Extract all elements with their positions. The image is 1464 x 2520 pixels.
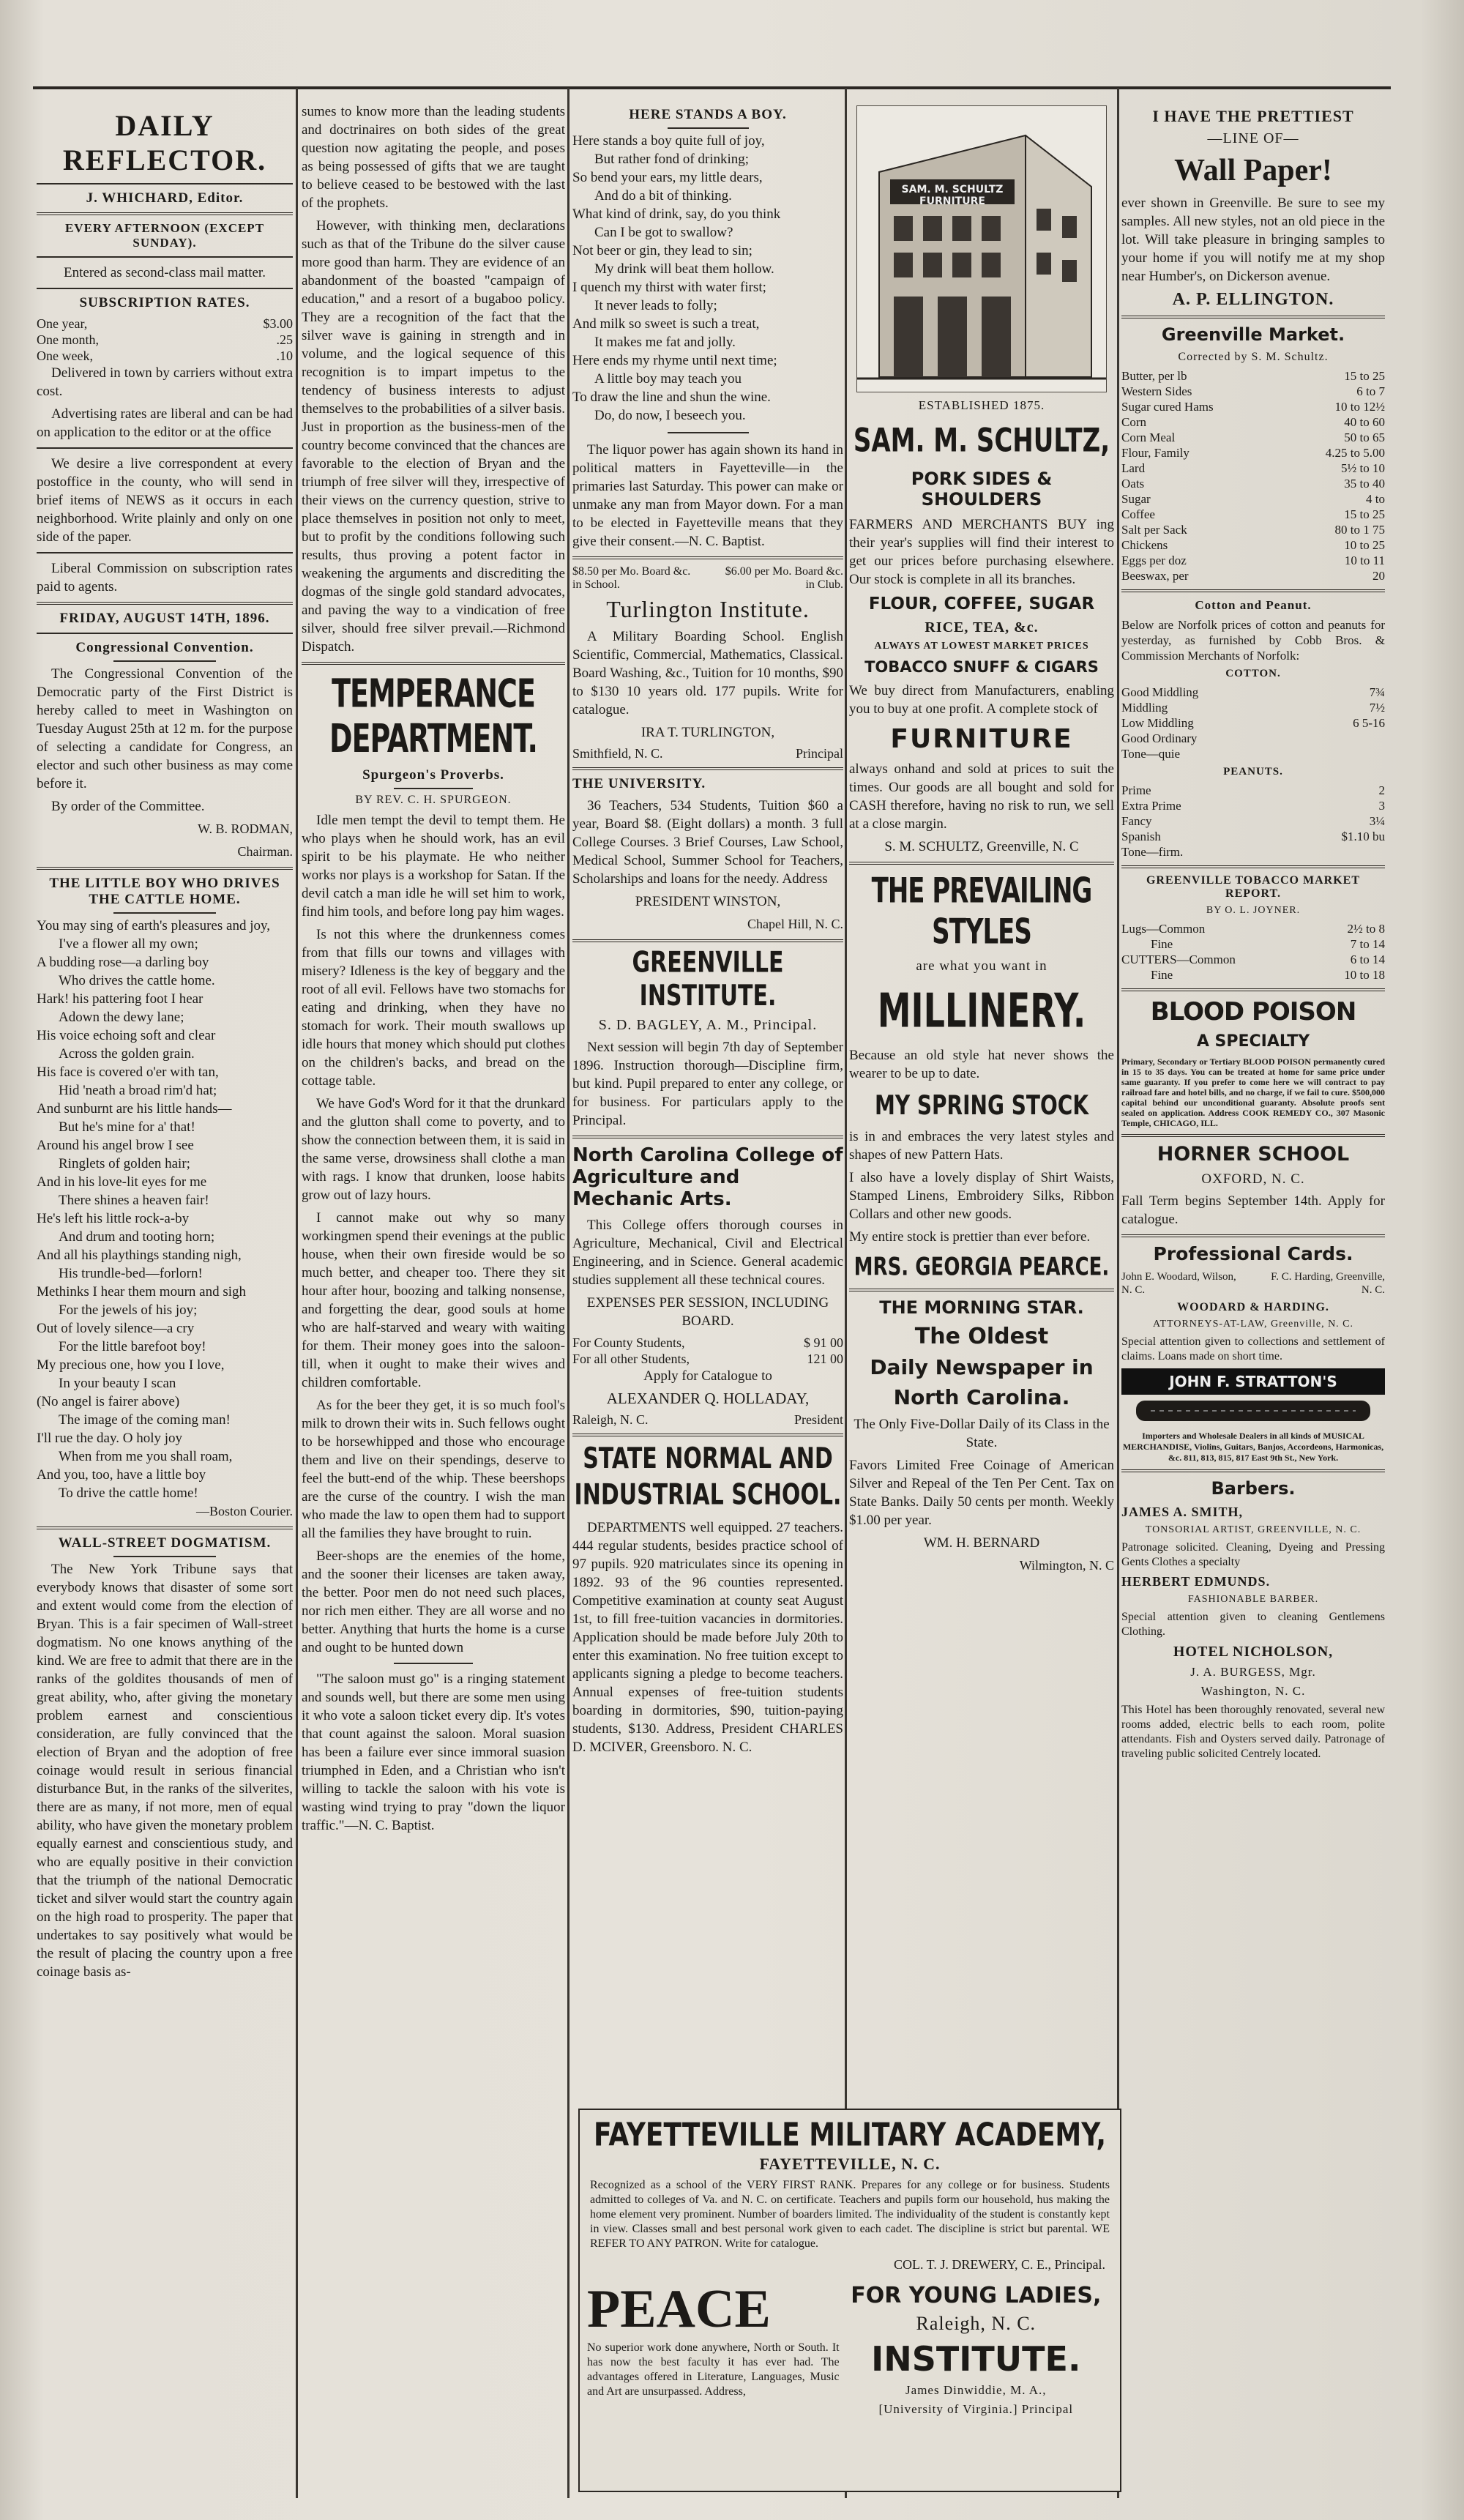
horner-place: OXFORD, N. C. [1201,1171,1305,1187]
temperance-paragraph: I cannot make out why so many workingmen spend their evenings at the public house, when their own fireside would be so much better, and cheaper too. There they sit hour after hour, boozing and talking nonsense, and forgetting the dear, good souls at home who are half-starved and weary with waiting for them. Their money goes into the saloon-till, when it ought to make their wives and children comfortable. [302,1210,565,1390]
millinery-heading: MILLINERY. [877,983,1086,1038]
store-sign: SAM. M. SCHULTZ FURNITURE [901,184,1004,207]
correspondent-note: We desire a live correspondent at every postoffice in the county, who will send in brief items of NEWS as it occurs in each neighborhood. Write plainly and only on one side of the paper. [37,456,293,545]
table-row: Tone—firm. [1121,845,1184,859]
mail-matter: Entered as second-class mail matter. [64,265,266,280]
temperance-paragraph: As for the beer they get, it is so much fool's milk to drown their wits in. Such fellows ought to be horsewhipped and those who encourage them and live on their spendings, deserve to feel the butt-end of the whip. These beershops are the curse of the country. I wish the man who made the law to open them had to support all the families they have brought to ruin. [302,1398,565,1541]
cotton-heading: COTTON. [1225,668,1281,679]
table-row: Chickens 10 to 25 [1121,538,1385,552]
peanuts-table [1121,783,1385,860]
poem-title: THE LITTLE BOY WHO DRIVES THE CATTLE HOME. [49,876,280,907]
academy-principal: COL. T. J. DREWERY, C. E., Principal. [893,2257,1105,2272]
furniture-text: always onhand and sold at prices to suit the times. Our goods are all bought and sold for CASH therefore, having no risk to run, we sell at a close margin. [849,761,1114,832]
cotton-peanut-title: Cotton and Peanut. [1195,598,1312,612]
temperance-paragraph: Idle men tempt the devil to tempt them. He who plays when he should work, has an evil spirit to be his playmate. He who neither works nor plays is a workshop for Satan. If the devil catch a man idle he will set him to work, find him tools, and before long pay him wages. [302,813,565,920]
woodard-harding-names: John E. Woodard, Wilson, N. C. F. C. Harding, Greenville, N. C. [1121,1271,1385,1296]
table-row: Lugs—Common 2½ to 8 [1121,922,1385,936]
turlington-title: Turlington Institute. [606,596,810,622]
masthead: DAILY REFLECTOR. [62,109,267,176]
farmers-text: FARMERS AND MERCHANTS BUY ing their year's supplies will find their interest to get our prices before purchasing elsewhere. Our stock is complete in all its branches. [849,517,1114,587]
rates-table [37,316,293,364]
wall-street-title: WALL-STREET DOGMATISM. [58,1535,272,1551]
column-1 [37,102,293,2491]
wallpaper-text: ever shown in Greenville. Be sure to see my samples. All new styles, not an old piece in the lot. Will take pleasure in bringing samples to your home if you will notify me at my shop near Humber's, on Dickerson avenue. [1121,195,1385,284]
nc-college-expenses: EXPENSES PER SESSION, INCLUDING BOARD. [586,1295,829,1329]
blood-poison-text: Primary, Secondary or Tertiary BLOOD POISON permanently cured in 15 to 35 days. You can be treated at home for same price under same guaranty. If you prefer to come here we will contract to pay railroad fare and hotel bills, and no charge, if we fail to cure. $500,000 capital behind our unconditional guaranty. Absolute proofs sent sealed on application. Address COOK REMEDY CO., 307 Masonic Temple, CHICAGO, ILL. [1121,1056,1385,1128]
state-normal-text: DEPARTMENTS well equipped. 27 teachers. 444 regular students, besides practice school of 97 pupils. 920 matriculates since its opening in 1892. 93 of the 96 counties represented. Competitive examination at county seat August 1st, to fill free-tuition vacancies in dormitories. Application should be made before July 20th to enter this examination. No free tuition except to applicants signing a pledge to become teachers. Annual expenses of free-tuition students boarding in dormitories, $90, tuition-paying students, $130. Address, President CHARLES D. MCIVER, Greensboro. N. C. [572,1520,843,1755]
cotton-peanut-text: Below are Norfolk prices of cotton and peanuts for yesterday, as furnished by Cobb Bros. & Commission Merchants of Norfolk: [1121,618,1385,663]
table-row: Fine 10 to 18 [1151,968,1385,982]
dinwiddie-role: [University of Virginia.] Principal [878,2402,1074,2416]
wilmington-place: Wilmington, N. C [1019,1558,1114,1573]
table-row: Low Middling 6 5-16 [1121,716,1385,730]
convention-signature: W. B. RODMAN, [198,821,293,836]
entire-text: My entire stock is prettier than ever before. [849,1229,1091,1245]
advertising-note: Advertising rates are liberal and can be had on application to the editor or at the office [37,406,293,440]
commission-note: Liberal Commission on subscription rates paid to agents. [37,561,293,594]
column-5 [1121,102,1385,2491]
always-line: ALWAYS AT LOWEST MARKET PRICES [874,641,1089,652]
rice-line: RICE, TEA, &c. [925,619,1039,635]
academy-title: FAYETTEVILLE MILITARY ACADEMY, [593,2117,1107,2154]
convention-role: Chairman. [237,844,293,859]
table-row: Good Middling 7¾ [1121,685,1385,699]
buy-text: We buy direct from Manufacturers, enabling you to buy at one profit. A complete stock of [849,683,1114,717]
harmonica-icon [1121,1395,1385,1427]
stratton-title: JOHN F. STRATTON'S [1121,1368,1385,1395]
edmunds-text: Special attention given to cleaning Gentlemens Clothing. [1121,1611,1385,1638]
peanuts-heading: PEANUTS. [1223,766,1283,778]
store-illustration [856,105,1107,392]
tobacco-line: TOBACCO SNUFF & CIGARS [864,658,1099,676]
nc-college-apply: Apply for Catalogue to [643,1368,772,1384]
top-rule [33,86,1391,89]
table-row: Sugar 4 to [1121,492,1385,506]
rate-row: One month, .25 [37,332,293,347]
only-daily-text: The Only Five-Dollar Daily of its Class in the State. [854,1417,1110,1450]
table-row: Corn 40 to 60 [1121,415,1385,429]
nc-college-signature: ALEXANDER Q. HOLLADAY, [606,1390,810,1407]
table-row: Sugar cured Hams 10 to 12½ [1121,400,1385,414]
university-text: 36 Teachers, 534 Students, Tuition $60 a year, Board $8. (Eight dollars) a month. 3 full College Courses. 3 Brief Courses, Law School, Medical School, Summer School for Teachers, Scholarships and loans for the needy. Address [572,798,843,887]
table-row: Good Ordinary [1121,731,1198,745]
column-2 [302,102,565,2491]
fayetteville-academy-ad [578,2109,1121,2492]
edmunds-name: HERBERT EDMUNDS. [1121,1574,1271,1589]
cotton-table [1121,685,1385,761]
smith-text: Patronage solicited. Cleaning, Dyeing and Pressing Gents Clothes a specialty [1121,1541,1385,1568]
wallpaper-signature: A. P. ELLINGTON. [1172,290,1334,309]
schultz-name: SAM. M. SCHULTZ, [853,422,1110,460]
poem-here-stands: Here stands a boy quite full of joy, But rather fond of drinking; So bend your ears, my little dears, And do a bit of thinking. What kind of drink, say, do you think Can I be got to swallow? Not beer or gin, they lead to sin; My drink will beat them hollow. I quench my thirst with water first; It never leads to folly; And milk so sweet is such a treat, It makes me fat and jolly. Here ends my rhyme until next time; A little boy may teach you To draw the line and shun the wine. Do, do now, I beseech you. [572,133,781,423]
convention-order: By order of the Committee. [51,799,205,814]
temperance-subtitle: Spurgeon's Proverbs. [362,767,504,783]
editor-line: J. WHICHARD, Editor. [86,190,244,206]
edmunds-role: FASHIONABLE BARBER. [1187,1594,1319,1605]
greenville-institute-principal: S. D. BAGLEY, A. M., Principal. [598,1017,818,1033]
wallpaper-title: Wall Paper! [1174,154,1332,187]
established-line: ESTABLISHED 1875. [918,398,1045,412]
temperance-paragraph: Beer-shops are the enemies of the home, and the sooner their licenses are taken away, the better. Poor men do not need such places, nor rich men either. They are all worse and no better. Anything that hurts the home is a curse and ought to be hunted down [302,1548,565,1655]
table-row: Flour, Family 4.25 to 5.00 [1121,446,1385,460]
table-row: Tone—quie [1121,747,1181,761]
temperance-paragraph: "The saloon must go" is a ringing statement and sounds well, but there are some men using it who vote a saloon ticket every dip. It's votes that count against the saloon. Moral suasion has been a failure ever since immoral suasion triumphed in Eden, and a Christian who isn't willing to tackle the saloon with his vote is wasting wind trying to pray "down the liquor traffic."—N. C. Baptist. [302,1671,565,1833]
table-row: Corn Meal 50 to 65 [1121,430,1385,444]
turlington-text: A Military Boarding School. English Scientific, Commercial, Mathematics, Classical. Board Washing, &c., Tuition for 10 months, $90 to $130 10 years old. 177 pupils. Write for catalogue. [572,629,843,717]
spring-text: is in and embraces the very latest styles and shapes of new Pattern Hats. [849,1129,1114,1163]
table-row: Salt per Sack 80 to 1 75 [1121,523,1385,537]
academy-text: Recognized as a school of the VERY FIRST RANK. Prepares for any college or for business. Students admitted to colleges of Va. and N. C. on certificate. Teachers and pupils form our household, hus making the home element very prominent. Number of boarders limited. The individuality of the student is constantly kept in view. Classes small and best personal work given to each cadet. The discipline is strict but parental. WE REFER TO ANY PATRON. Write for catalogue. [590,2179,1110,2250]
table-row: Fancy 3¼ [1121,814,1385,828]
schultz-signature: S. M. SCHULTZ, Greenville, N. C [884,839,1079,854]
table-row: Western Sides 6 to 7 [1121,384,1385,398]
table-row: Beeswax, per 20 [1121,569,1385,583]
bernard-signature: WM. H. BERNARD [923,1535,1040,1551]
market-title: Greenville Market. [1161,324,1345,345]
nc-college-text: This College offers thorough courses in Agriculture, Mechanical, Civil and Electrical Engineering, and in Science. General academic studies supplement all these technical coures. [572,1218,843,1288]
temperance-paragraph: Is not this where the drunkenness comes from that fills our towns and villages with misery? Idleness is the key of beggary and the root of all evil. Fellows have two stomachs for eating and drinking, when they have no stomach for work. Their mouth swallows up idle hours that money which should put clothes on the children's backs, and bread on the cottage table. [302,927,565,1089]
table-row: Extra Prime 3 [1121,799,1385,813]
academy-place: FAYETTEVILLE, N. C. [759,2155,941,2173]
smith-role: TONSORIAL ARTIST, GREENVILLE, N. C. [1145,1524,1362,1535]
temperance-byline: BY REV. C. H. SPURGEON. [355,794,512,806]
university-title: THE UNIVERSITY. [572,776,706,791]
building-icon [857,106,1106,392]
tobacco-table [1121,921,1385,983]
table-row: CUTTERS—Common 6 to 14 [1121,953,1385,966]
temperance-paragraph: We have God's Word for it that the drunkard and the glutton shall come to poverty, and to show the connection between them, it is said in the same verse, drowsiness shall clothe a man with rags. I know that drunken, loose habits grow out of lazy hours. [302,1096,565,1203]
woodard-harding-title: WOODARD & HARDING. [1177,1301,1329,1313]
woodard-harding-role: ATTORNEYS-AT-LAW, Greenville, N. C. [1152,1319,1354,1330]
poem-boy-cattle: You may sing of earth's pleasures and joy, I've a flower all my own; A budding rose—a darling boy Who drives the cattle home. Hark! his pattering foot I hear Adown the dewy lane; His voice echoing soft and clear Across the golden grain. His face is covered o'er with tan, Hid 'neath a broad rim'd hat; And sunburnt are his little hands— But he's mine for a' that! Around his angel brow I see Ringlets of golden hair; And in his love-lit eyes for me There shines a heaven fair! He's left his little rock-a-by And drum and tooting horn; And all his playthings standing nigh, His trundle-bed—forlorn! Methinks I hear them mourn and sigh For the jewels of his joy; Out of lovely silence—a cry For the little barefoot boy! My precious one, how you I love, In your beauty I scan (No angel is fairer above) The image of the coming man! I'll rue the day. O holy joy When from me you shall roam, And you, too, have a little boy To drive the cattle home! [37,918,270,1501]
convention-title: Congressional Convention. [75,640,254,655]
hotel-place: Washington, N. C. [1200,1684,1306,1698]
table-row: Oats 35 to 40 [1121,477,1385,491]
woodard-harding-text: Special attention given to collections and settlement of claims. Loans made on short time. [1121,1335,1385,1362]
rates-title: SUBSCRIPTION RATES. [79,295,250,310]
table-row: Coffee 15 to 25 [1121,507,1385,521]
horner-text: Fall Term begins September 14th. Apply for catalogue. [1121,1193,1385,1227]
young-ladies-line: FOR YOUNG LADIES, [851,2283,1102,2308]
table-row: Butter, per lb 15 to 25 [1121,369,1385,383]
wallpaper-line: —LINE OF— [1207,130,1299,146]
professional-cards-title: Professional Cards. [1153,1243,1353,1264]
nc-college-rates: For County Students, $ 91 00 For all other Students, 121 00 [572,1335,843,1366]
convention-text: The Congressional Convention of the Democratic party of the First District is hereby called to meet in Washington on Tuesday August 25th at 12 m. for the purpose of selecting a candidate for Congress, an elector and such other business as may come before it. [37,666,293,791]
turlington-signature: IRA T. TURLINGTON, [640,725,775,740]
rate-row: One week, .10 [37,348,293,363]
styles-title: THE PREVAILING STYLES [871,871,1092,953]
raleigh-line: Raleigh, N. C. [916,2313,1037,2334]
article-paragraph: However, with thinking men, declarations such as that of the Tribune do the silver cause more good than harm. They are evidence of an abandonment of the boasted "campaign of education," and a resort of a bugaboo policy. They are a recognition of the fact that the silver wave is gaining in strength and in volume, and the logical sequence of this recognition is to impart impetus to the tendency of business interests to adjust themselves to the probabilities of a silver basis. Just in proportion as the business-men of the country become convinced that the chances are favorable to the election of Bryan and the triumph of free silver will they, irrespective of their views on the currency question, strive to place themselves in position not only to meet, but to profit by the conditions following such results, thus proving a potent factor in weakening the arguments and discrediting the dogmas of the single gold standard advocates, and paving the way to a vindication of free silver, should free silver prevail.—Richmond Dispatch. [302,218,565,655]
hotel-manager: J. A. BURGESS, Mgr. [1190,1665,1316,1679]
wallpaper-top: I HAVE THE PRETTIEST [1152,107,1354,125]
university-place: Chapel Hill, N. C. [747,917,843,931]
peace-text: No superior work done anywhere, North or South. It has now the best faculty it has ever had. The advantages offered in Literature, Languages, Music and Art are unsurpassed. Address, [587,2341,840,2398]
turlington-place: Smithfield, N. C. Principal [572,746,843,761]
delivery-note: Delivered in town by carriers without extra cost. [37,365,293,399]
pearce-name: MRS. GEORGIA PEARCE. [854,1253,1110,1282]
liquor-article: The liquor power has again shown its hand in political matters in Fayetteville—in the primaries last Saturday. This power can make or unmake any man from Mayor down. For a man to be elected in Fayetteville means that they give their consent.—N. C. Baptist. [572,442,843,549]
table-row: Fine 7 to 14 [1151,937,1385,951]
greenville-institute-text: Next session will begin 7th day of September 1896. Instruction thorough—Discipline firm, but kind. Pupil prepared to enter any college, or for business. For particulars apply to the Principal. [572,1040,843,1128]
tobacco-market-title: GREENVILLE TOBACCO MARKET REPORT. [1146,874,1360,900]
nc-college-title: North Carolina College of Agriculture and Mechanic Arts. [572,1144,843,1210]
peace-heading: PEACE [587,2279,771,2339]
morning-star-title: THE MORNING STAR. [879,1297,1084,1318]
because-text: Because an old style hat never shows the wearer to be up to date. [849,1048,1114,1081]
hotel-text: This Hotel has been thoroughly renovated, several new rooms added, electric bells to each room, polite attendants. Fish and Oysters served daily. Patronage of traveling public solicited Centrely located. [1121,1704,1385,1760]
pork-line: PORK SIDES & SHOULDERS [911,469,1053,510]
tobacco-byline: BY O. L. JOYNER. [1206,905,1301,916]
oldest-line: The Oldest [914,1324,1049,1349]
table-row: Eggs per doz 10 to 11 [1121,553,1385,567]
poem-here-stands-title: HERE STANDS A BOY. [629,107,787,122]
institute-heading: INSTITUTE. [871,2339,1081,2379]
poem-source: —Boston Courier. [195,1504,293,1518]
styles-sub: are what you want in [916,958,1047,974]
blood-poison-title: BLOOD POISON [1150,997,1356,1026]
dinwiddie-name: James Dinwiddie, M. A., [905,2383,1047,2397]
display-text: I also have a lovely display of Shirt Waists, Stamped Linens, Embroidery Silks, Ribbon Collars and other new goods. [849,1170,1114,1222]
hotel-name: HOTEL NICHOLSON, [1173,1644,1334,1660]
spring-stock-heading: MY SPRING STOCK [874,1089,1089,1121]
column-divider [296,88,298,2498]
blood-poison-sub: A SPECIALTY [1196,1032,1310,1051]
issue-date: FRIDAY, AUGUST 14TH, 1896. [59,611,270,626]
university-president: PRESIDENT WINSTON, [635,894,781,909]
horner-title: HORNER SCHOOL [1157,1143,1350,1166]
north-carolina-line: North Carolina. [893,1385,1070,1409]
daily-line: Daily Newspaper in [870,1355,1094,1379]
table-row: Middling 7½ [1121,701,1385,715]
table-row: Lard 5½ to 10 [1121,461,1385,475]
schedule-line: EVERY AFTERNOON (EXCEPT SUNDAY). [64,221,265,250]
market-table [1121,368,1385,584]
state-normal-title: STATE NORMAL AND INDUSTRIAL SCHOOL. [574,1442,842,1512]
temperance-title: TEMPERANCE DEPARTMENT. [329,671,537,761]
favors-text: Favors Limited Free Coinage of American Silver and Repeal of the Ten Per Cent. Tax on State Banks. Daily 50 cents per month. Weekly $1.00 per year. [849,1458,1114,1528]
wall-street-text: The New York Tribune says that everybody knows that disaster of some sort and extent would come from the election of Bryan. This is a fair specimen of Wall-street dogmatism. No one knows anything of the kind. We are free to admit that there are in the ranks of the goldites thousands of men of great ability, who, after giving the monetary problem earnest and conscientious consideration, are fully convinced that the election of Bryan and the adoption of free coinage would result in serious financial disturbance But, in the ranks of the silverites, there are as many, if not more, men of equal ability, who have given the monetary problem equally earnest and conscientious study, and who are equally positive in their conviction that the triumph of the national Democratic ticket and silver would start the country again on the high road to prosperity. The paper that undertakes to say positively what would be the result of placing the country upon a free coinage basis as- [37,1562,293,1980]
nc-college-place: Raleigh, N. C. President [572,1412,843,1427]
stratton-text: Importers and Wholesale Dealers in all kinds of MUSICAL MERCHANDISE, Violins, Guitars, Banjos, Accordeons, Harmonicas, &c. 811, 813, 815, 817 East 9th St., New York. [1122,1431,1384,1463]
column-divider [567,88,569,2498]
table-row: Prime 2 [1121,783,1385,797]
furniture-heading: FURNITURE [890,724,1073,754]
flour-line: FLOUR, COFFEE, SUGAR [868,594,1095,614]
table-row: Spanish $1.10 bu [1121,830,1385,843]
market-byline: Corrected by S. M. Schultz. [1178,351,1329,363]
greenville-institute-title: GREENVILLE INSTITUTE. [632,946,784,1013]
smith-name: JAMES A. SMITH, [1121,1505,1244,1519]
turlington-rates: $8.50 per Mo. Board &c. in School. $6.00 per Mo. Board &c. in Club. [572,565,843,591]
barbers-title: Barbers. [1211,1478,1296,1499]
rate-row: One year, $3.00 [37,316,293,331]
article-continuation: sumes to know more than the leading students and doctrinaires on both sides of the great question now agitating the people, and poses as being possessed of gifts that we are taught to believe ceased to be bestowed with the last of the prophets. [302,104,565,211]
